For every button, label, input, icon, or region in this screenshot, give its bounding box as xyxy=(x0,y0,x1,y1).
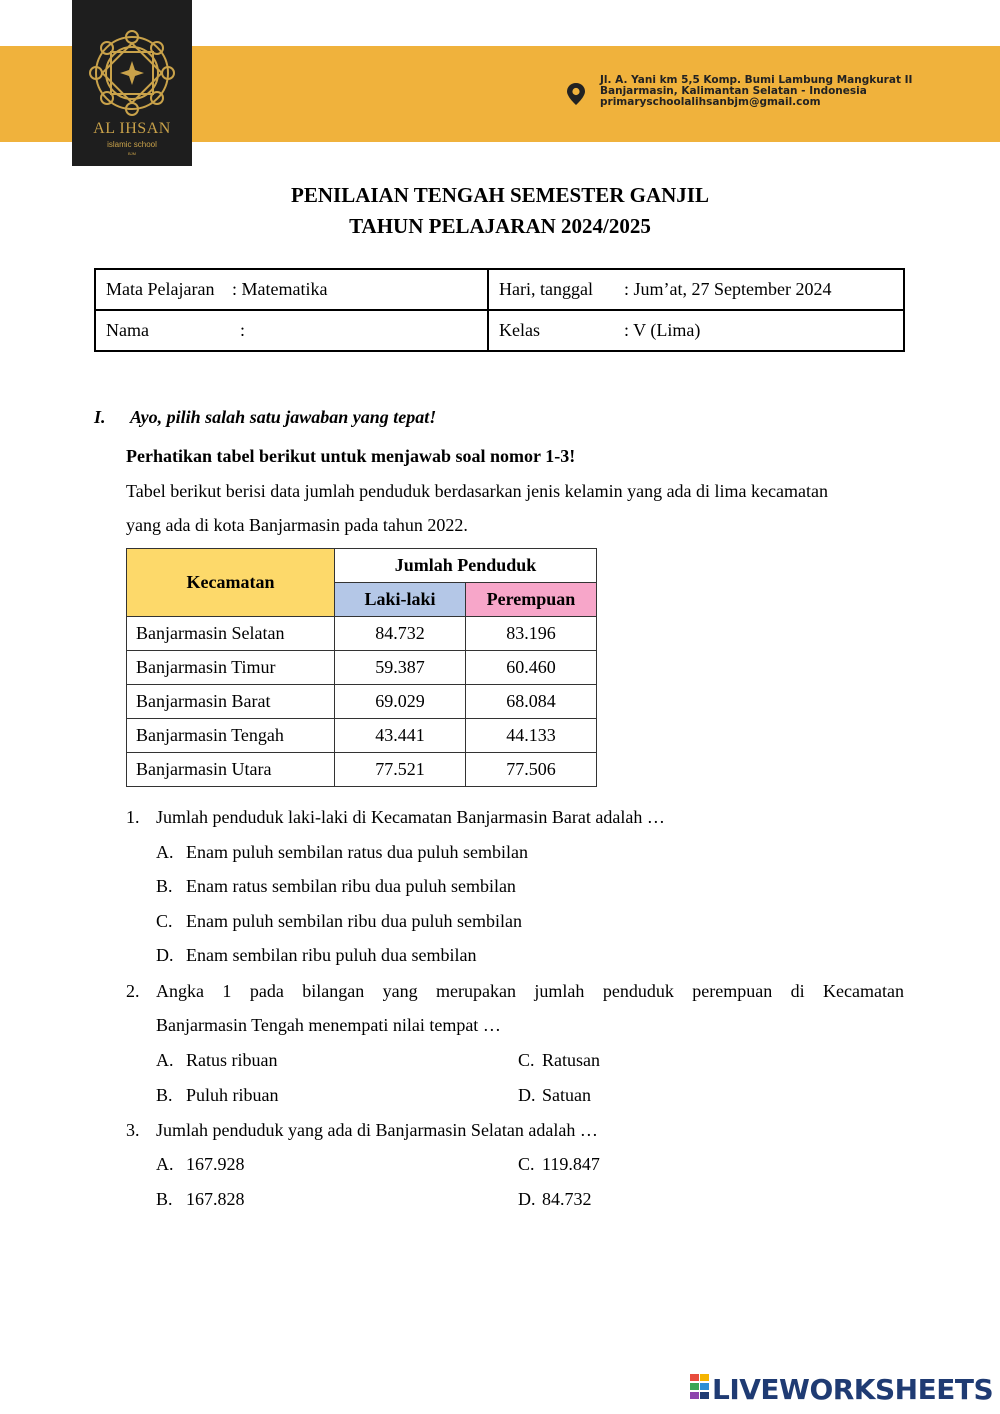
exam-title: PENILAIAN TENGAH SEMESTER GANJIL xyxy=(291,183,709,207)
option-text[interactable]: Enam puluh sembilan ratus dua puluh sembilan xyxy=(186,842,528,862)
question-number: 3. xyxy=(126,1120,140,1140)
question-number: 1. xyxy=(126,807,140,827)
male-cell: 77.521 xyxy=(335,753,466,787)
intro-line: Tabel berikut berisi data jumlah penduduk berdasarkan jenis kelamin yang ada di lima kecamatan xyxy=(126,481,828,501)
male-cell: 69.029 xyxy=(335,685,466,719)
option-text[interactable]: Puluh ribuan xyxy=(186,1085,279,1105)
school-logo xyxy=(72,0,192,166)
question-text: Banjarmasin Tengah menempati nilai tempat … xyxy=(156,1015,501,1035)
option-letter[interactable]: A. xyxy=(156,1050,174,1070)
date-value: : Jum’at, 27 September 2024 xyxy=(624,279,832,299)
student-info-table xyxy=(94,268,905,352)
header-male: Laki-laki xyxy=(335,583,466,617)
option-letter[interactable]: C. xyxy=(518,1050,535,1070)
table-row xyxy=(127,651,597,685)
subject-cell xyxy=(95,269,488,310)
district-cell: Banjarmasin Barat xyxy=(127,685,335,719)
question-text: Angka 1 pada bilangan yang merupakan jumlah penduduk perempuan di Kecamatan xyxy=(156,981,904,1001)
liveworksheets-brand[interactable]: LIVEWORKSHEETS xyxy=(712,1373,994,1406)
option-text[interactable]: Ratus ribuan xyxy=(186,1050,278,1070)
address-line: Jl. A. Yani km 5,5 Komp. Bumi Lambung Mangkurat II xyxy=(600,74,913,86)
name-value: : xyxy=(240,320,246,340)
table-row xyxy=(127,685,597,719)
option-letter[interactable]: A. xyxy=(156,1154,174,1174)
male-cell: 43.441 xyxy=(335,719,466,753)
section-number: I. xyxy=(94,407,106,427)
option-text[interactable]: 167.828 xyxy=(186,1189,245,1209)
district-cell: Banjarmasin Timur xyxy=(127,651,335,685)
male-cell: 84.732 xyxy=(335,617,466,651)
name-cell[interactable] xyxy=(95,310,488,351)
question-text: Jumlah penduduk yang ada di Banjarmasin Selatan adalah … xyxy=(156,1120,598,1140)
option-letter[interactable]: B. xyxy=(156,1085,173,1105)
district-cell: Banjarmasin Utara xyxy=(127,753,335,787)
table-row xyxy=(127,753,597,787)
female-cell: 44.133 xyxy=(466,719,597,753)
name-label: Nama xyxy=(106,320,149,340)
location-pin-icon xyxy=(566,82,586,106)
question-text: Jumlah penduduk laki-laki di Kecamatan Banjarmasin Barat adalah … xyxy=(156,807,665,827)
section-instruction: Ayo, pilih salah satu jawaban yang tepat! xyxy=(130,407,437,427)
class-cell xyxy=(488,310,904,351)
option-letter[interactable]: C. xyxy=(156,911,173,931)
class-value: : V (Lima) xyxy=(624,320,701,340)
header-population: Jumlah Penduduk xyxy=(335,549,597,583)
female-cell: 60.460 xyxy=(466,651,597,685)
intro-line: yang ada di kota Banjarmasin pada tahun 2022. xyxy=(126,515,468,535)
table-row xyxy=(127,617,597,651)
male-cell: 59.387 xyxy=(335,651,466,685)
district-cell: Banjarmasin Selatan xyxy=(127,617,335,651)
school-address xyxy=(600,75,912,108)
logo-name: AL IHSAN xyxy=(93,120,171,137)
logo-subtitle: islamic school xyxy=(107,140,157,149)
option-text[interactable]: 167.928 xyxy=(186,1154,245,1174)
female-cell: 68.084 xyxy=(466,685,597,719)
header-female: Perempuan xyxy=(466,583,597,617)
option-text[interactable]: Enam ratus sembilan ribu dua puluh sembilan xyxy=(186,876,516,896)
date-cell xyxy=(488,269,904,310)
table-row xyxy=(127,719,597,753)
option-letter[interactable]: C. xyxy=(518,1154,535,1174)
population-table xyxy=(126,548,597,787)
liveworksheets-logo-icon xyxy=(690,1374,710,1400)
class-label: Kelas xyxy=(499,320,540,340)
option-text[interactable]: Enam sembilan ribu puluh dua sembilan xyxy=(186,945,477,965)
header-district: Kecamatan xyxy=(127,549,335,617)
date-label: Hari, tanggal xyxy=(499,279,593,299)
option-letter[interactable]: B. xyxy=(156,876,173,896)
option-text[interactable]: 84.732 xyxy=(542,1189,592,1209)
subject-value: : Matematika xyxy=(232,279,328,299)
exam-year: TAHUN PELAJARAN 2024/2025 xyxy=(349,214,651,238)
option-text[interactable]: Ratusan xyxy=(542,1050,600,1070)
section-heading xyxy=(94,407,436,428)
option-letter[interactable]: D. xyxy=(156,945,174,965)
female-cell: 77.506 xyxy=(466,753,597,787)
district-cell: Banjarmasin Tengah xyxy=(127,719,335,753)
question-number: 2. xyxy=(126,981,140,1001)
subject-label: Mata Pelajaran xyxy=(106,279,215,299)
option-letter[interactable]: D. xyxy=(518,1189,536,1209)
logo-city: BJM xyxy=(128,151,136,156)
school-email: primaryschoolalihsanbjm@gmail.com xyxy=(600,96,821,108)
address-line: Banjarmasin, Kalimantan Selatan - Indonesia xyxy=(600,85,867,97)
female-cell: 83.196 xyxy=(466,617,597,651)
option-letter[interactable]: D. xyxy=(518,1085,536,1105)
option-text[interactable]: Enam puluh sembilan ribu dua puluh sembilan xyxy=(186,911,522,931)
option-text[interactable]: 119.847 xyxy=(542,1154,600,1174)
option-text[interactable]: Satuan xyxy=(542,1085,591,1105)
table-note: Perhatikan tabel berikut untuk menjawab soal nomor 1-3! xyxy=(126,446,576,466)
option-letter[interactable]: B. xyxy=(156,1189,173,1209)
option-letter[interactable]: A. xyxy=(156,842,174,862)
ornament-icon xyxy=(78,28,186,118)
